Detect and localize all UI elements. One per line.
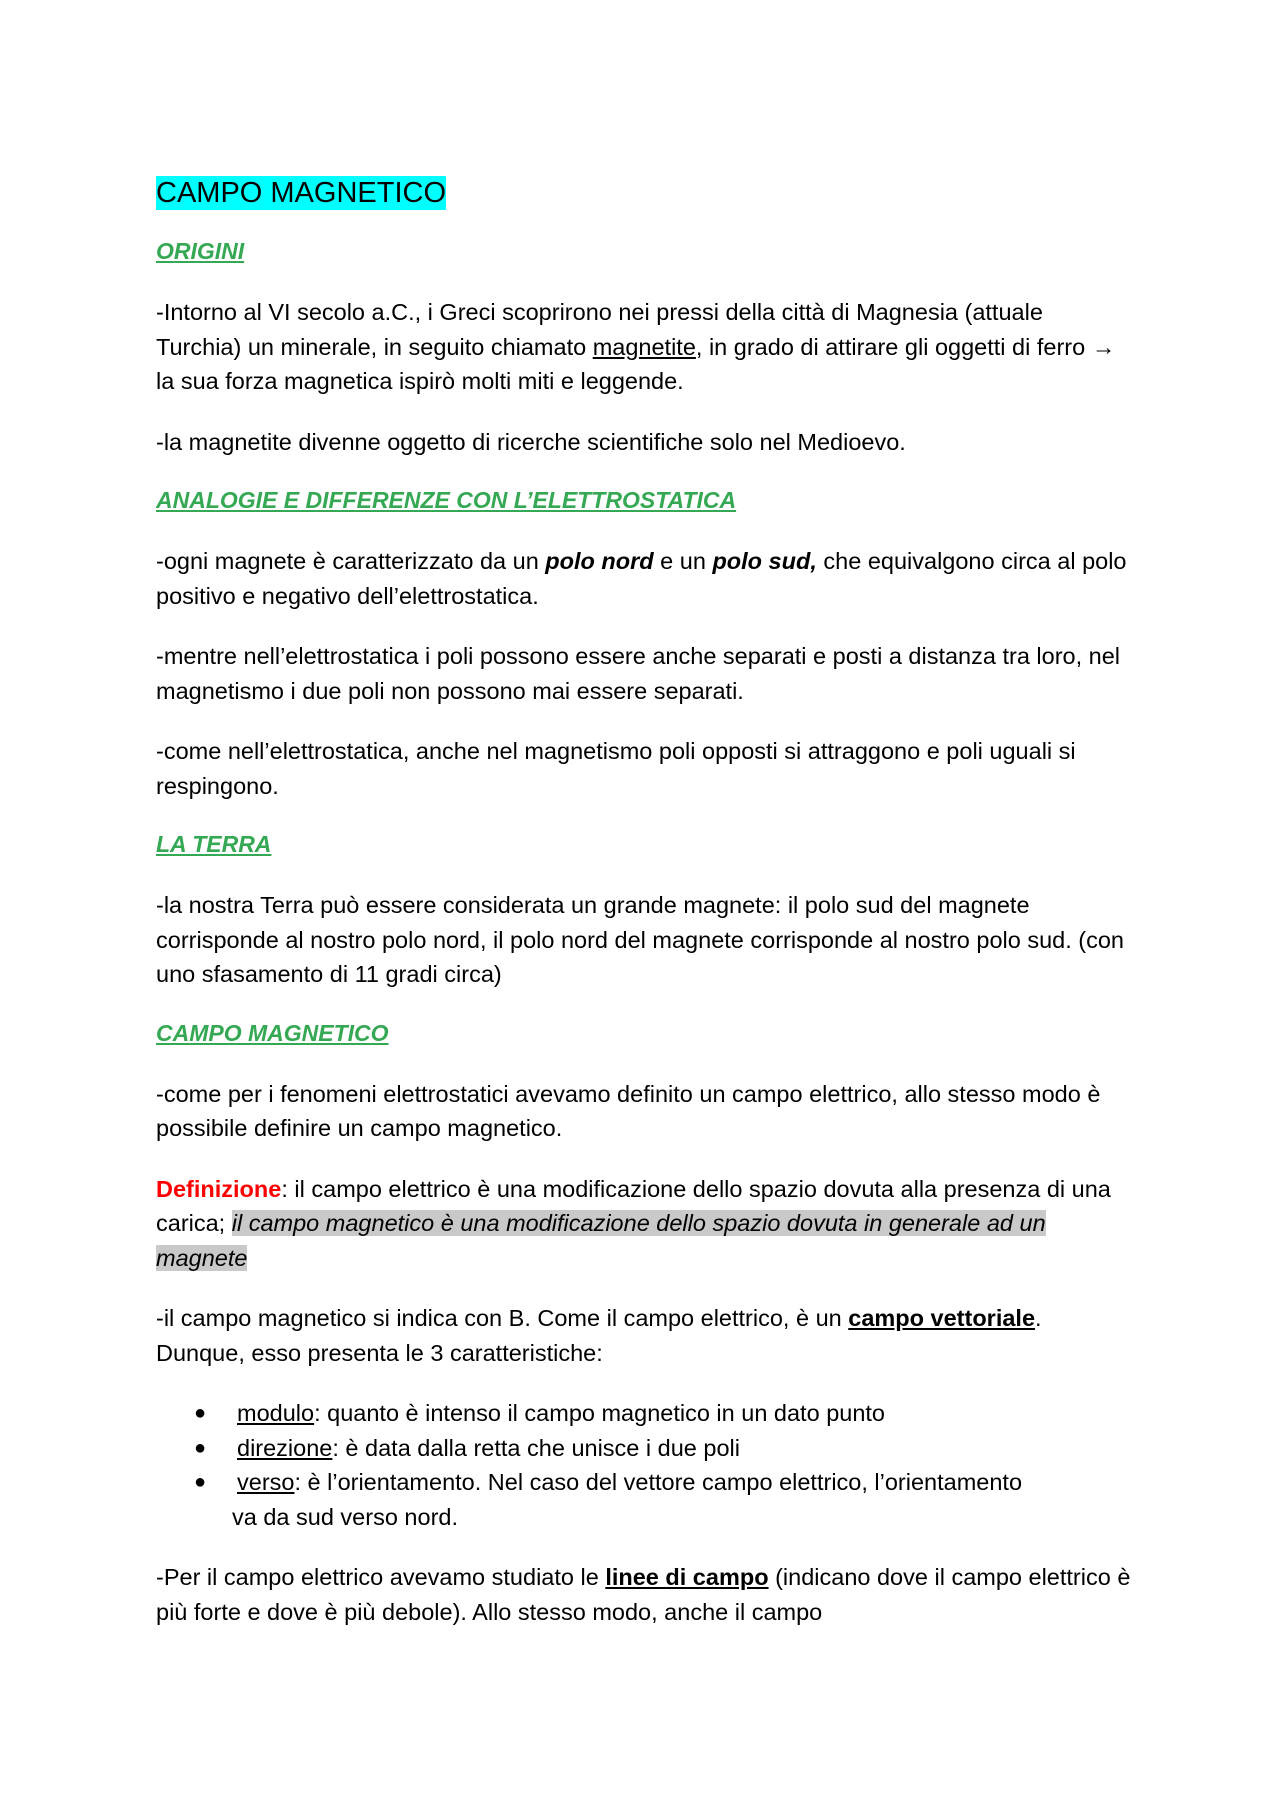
term-linee-di-campo: linee di campo [605, 1564, 769, 1590]
text-run: . Dunque, esso presenta le 3 caratteristiche: [156, 1305, 1042, 1366]
heading-campo-magnetico: CAMPO MAGNETICO [156, 1019, 389, 1046]
term-direzione: direzione [237, 1434, 333, 1461]
heading-la-terra: LA TERRA [156, 831, 272, 857]
heading-origini: ORIGINI [156, 238, 245, 264]
characteristics-list [156, 1396, 1132, 1534]
bullet-icon: ● [194, 1471, 207, 1493]
term-modulo: modulo [237, 1400, 315, 1426]
term-campo-vettoriale: campo vettoriale [848, 1305, 1036, 1331]
list-item [156, 1396, 1132, 1431]
term-magnetite: magnetite [592, 333, 696, 360]
text-run: che equivalgono circa al polo positivo e negativo dell’elettrostatica. [156, 548, 1127, 609]
heading-analogie: ANALOGIE E DIFFERENZE CON L’ELETTROSTATICA [156, 487, 737, 513]
text-run: -ogni magnete è caratterizzato da un [156, 548, 546, 574]
text-run: e un [653, 548, 713, 574]
highlighted-definition: il campo magnetico è una modificazione dello spazio dovuta in generale ad un magnete [156, 1210, 1046, 1271]
term-polo-sud: polo sud, [712, 548, 817, 574]
paragraph-analogie-3: -come nell’elettrostatica, anche nel magnetismo poli opposti si attraggono e poli uguali si respingono. [156, 738, 1076, 799]
paragraph-linee-di-campo [156, 1560, 1132, 1629]
definition-label: Definizione [156, 1175, 282, 1202]
paragraph-terra-1: -la nostra Terra può essere considerata un grande magnete: il polo sud del magnete corrisponde al nostro polo nord, il polo nord del magnete corrisponde al nostro polo sud. (con uno sfasamento di 11 gradi circa) [156, 892, 1124, 987]
term-polo-nord: polo nord [545, 548, 654, 574]
paragraph-origini-1 [156, 295, 1132, 399]
list-item [156, 1465, 1132, 1534]
document-title: CAMPO MAGNETICO [156, 177, 447, 209]
paragraph-analogie-2: -mentre nell’elettrostatica i poli possono essere anche separati e posti a distanza tra loro, nel magnetismo i due poli non possono mai essere separati. [156, 643, 1121, 704]
bullet-icon: ● [194, 1436, 207, 1459]
text-run: (indicano dove il campo elettrico è più forte e dove è più debole). Allo stesso modo, anche il campo [156, 1564, 1131, 1625]
paragraph-analogie-1 [156, 544, 1132, 613]
text-run: -il campo magnetico si indica con B. Come il campo elettrico, è un [156, 1305, 849, 1331]
text-run: , in grado di attirare gli oggetti di ferro → la sua forza magnetica ispirò molti miti e leggende. [156, 333, 1116, 394]
text-run: : è data dalla retta che unisce i due poli [332, 1434, 740, 1461]
text-run: -Per il campo elettrico avevamo studiato le [156, 1564, 606, 1590]
bullet-icon: ● [194, 1402, 207, 1424]
paragraph-campo-1: -come per i fenomeni elettrostatici avevamo definito un campo elettrico, allo stesso modo è possibile definire un campo magnetico. [156, 1080, 1101, 1141]
paragraph-definizione [156, 1172, 1132, 1276]
list-item [156, 1431, 1132, 1466]
text-run: -Intorno al VI secolo a.C., i Greci scoprirono nei pressi della città di Magnesia (attuale Turchia) un minerale, in seguito chiamato [156, 299, 1043, 360]
text-run: : è l’orientamento. Nel caso del vettore campo elettrico, l’orientamento [294, 1469, 1023, 1495]
paragraph-campo-vettoriale [156, 1301, 1132, 1370]
text-run: : quanto è intenso il campo magnetico in un dato punto [314, 1400, 885, 1426]
paragraph-origini-2: -la magnetite divenne oggetto di ricerche scientifiche solo nel Medioevo. [156, 428, 906, 455]
list-item-continuation: va da sud verso nord. [232, 1503, 458, 1530]
text-run: : il campo elettrico è una modificazione dello spazio dovuta alla presenza di una carica; [156, 1175, 1111, 1236]
term-verso: verso [237, 1469, 295, 1495]
document-page [156, 176, 1132, 1655]
